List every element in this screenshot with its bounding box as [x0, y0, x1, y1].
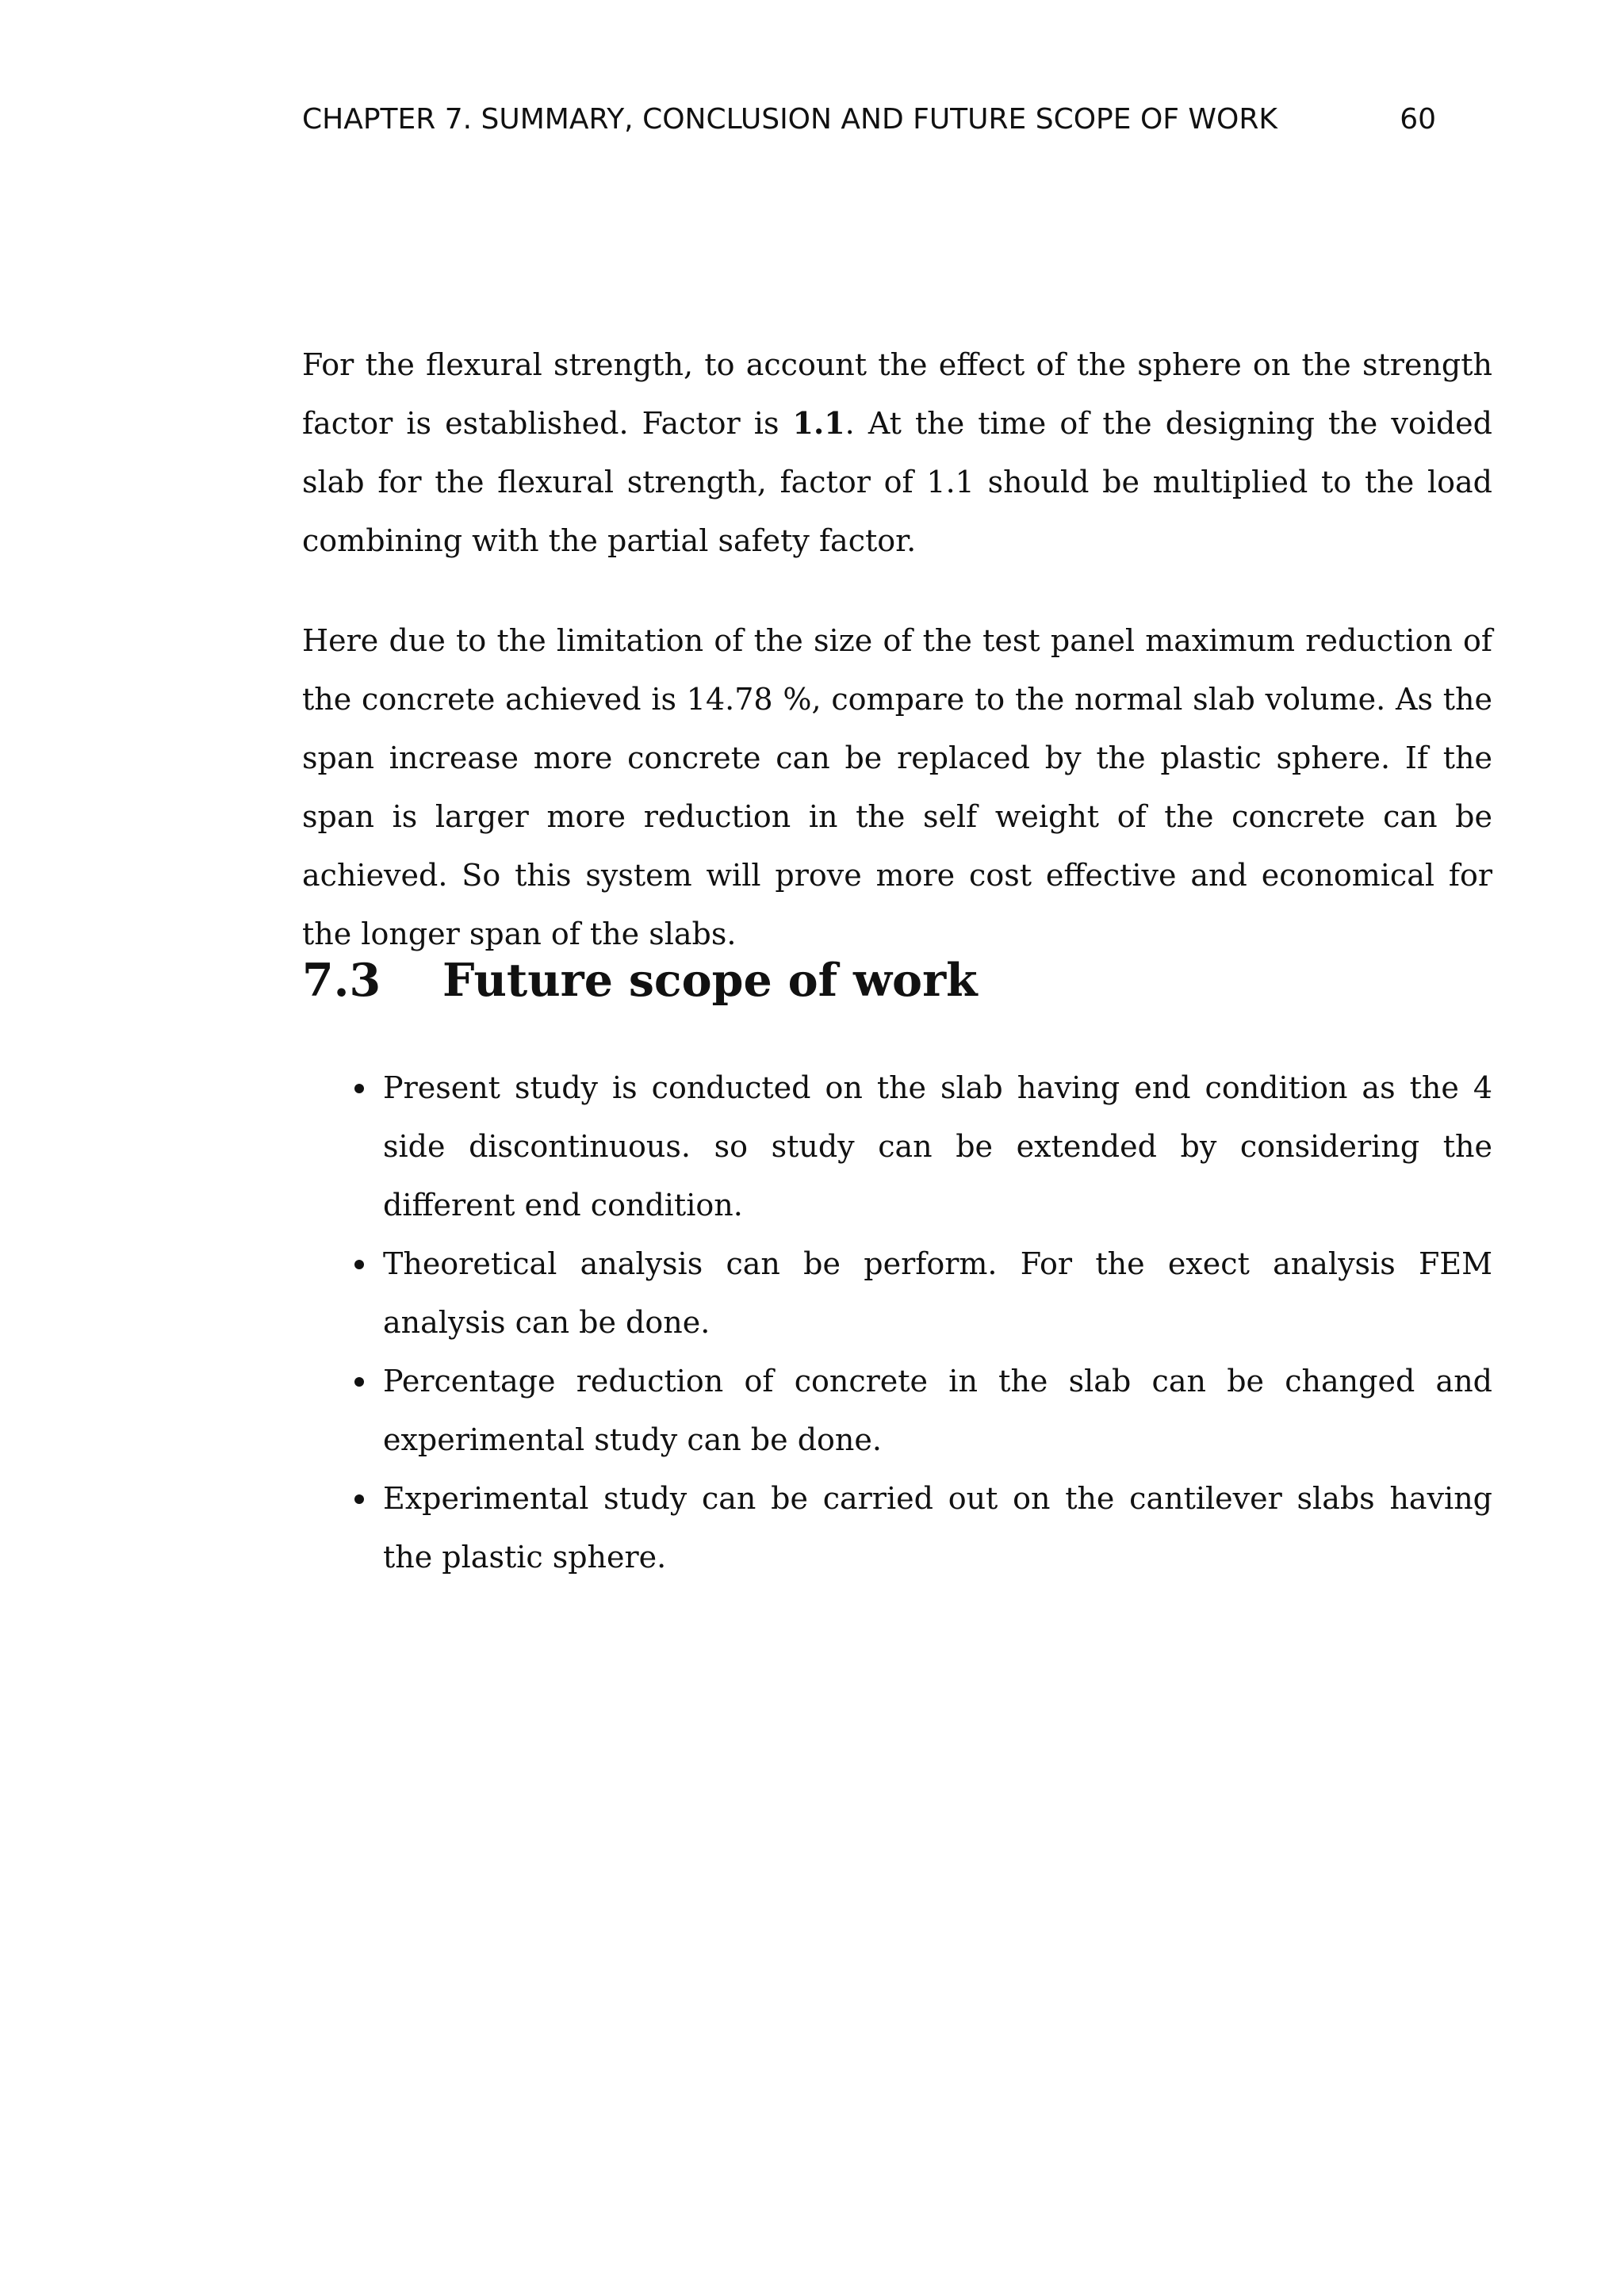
list-item-text: Experimental study can be carried out on the cantilever slabs having the plastic sphere.: [383, 1481, 1492, 1575]
section-title: Future scope of work: [442, 954, 978, 1007]
list-item: [383, 1058, 1492, 1234]
list-item-text: Percentage reduction of concrete in the slab can be changed and experimental study can be done.: [383, 1364, 1492, 1457]
factor-value: 1.1: [792, 405, 845, 441]
running-header: [302, 100, 1436, 140]
bullet-icon: [354, 1260, 364, 1269]
list-item: [383, 1469, 1492, 1586]
list-item: [383, 1234, 1492, 1352]
section-number: 7.3: [302, 954, 381, 1007]
list-item-text: Present study is conducted on the slab having end condition as the 4 side discontinuous. so study can be extended by considering the different end condition.: [383, 1070, 1492, 1223]
paragraph-text: For the flexural strength, to account the effect of the sphere on the strength factor is established. Factor is: [302, 347, 1492, 441]
page-number: 60: [1400, 103, 1436, 136]
paragraph-text: . At the time of the designing the voided slab for the flexural strength, factor of 1.1 should be multiplied to the load combining with the partial safety factor.: [302, 406, 1492, 558]
bullet-icon: [354, 1494, 364, 1504]
paragraph-concrete-reduction: Here due to the limitation of the size of the test panel maximum reduction of the concrete achieved is 14.78 %, compare to the normal slab volume. As the span increase more concrete can be replaced by the plastic sphere. If the span is larger more reduction in the self weight of the concrete can be achieved. So this system will prove more cost effective and economical for the longer span of the slabs.: [302, 623, 1492, 951]
list-item: [383, 1352, 1492, 1469]
bullet-icon: [354, 1084, 364, 1093]
paragraph-flexural-strength: [302, 335, 1492, 570]
future-scope-list: [383, 1058, 1492, 1586]
list-item-text: Theoretical analysis can be perform. For the exect analysis FEM analysis can be done.: [383, 1246, 1492, 1340]
chapter-title: CHAPTER 7. SUMMARY, CONCLUSION AND FUTURE SCOPE OF WORK: [302, 103, 1277, 136]
bullet-icon: [354, 1377, 364, 1387]
